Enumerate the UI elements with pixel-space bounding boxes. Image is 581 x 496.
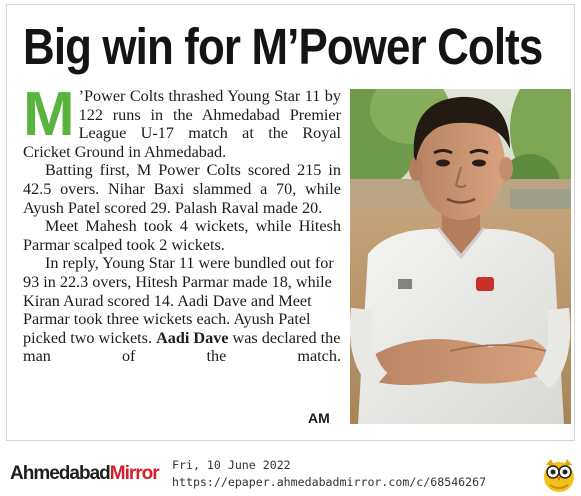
edition-date: Fri, 10 June 2022 [172, 458, 291, 472]
footer-meta [172, 457, 486, 491]
brand-part-ahmedabad: Ahmedabad [10, 463, 110, 484]
player-photo-illustration [350, 89, 571, 424]
footer [0, 450, 581, 496]
man-of-match-name: Aadi Dave [156, 328, 229, 347]
article-body [23, 80, 341, 366]
byline: AM [308, 410, 330, 426]
brand-logo [10, 463, 159, 485]
paragraph-bowling: Meet Mahesh took 4 wickets, while Hitesh Parmar scalped took 2 wickets. [23, 217, 341, 254]
brand-part-mirror: Mirror [109, 463, 159, 484]
lead-text: ’Power Colts thrashed Young Star 11 by 122 runs in the Ahmedabad Premier League U-17 match at the Royal Cricket Ground in Ahmedabad. [23, 87, 341, 161]
paragraph-batting: Batting first, M Power Colts scored 215 in 42.5 overs. Nihar Baxi slammed a 70, while Ayush Patel scored 29. Palash Raval made 20. [23, 161, 341, 217]
news-clipping [6, 4, 575, 441]
epaper-url[interactable]: https://epaper.ahmedabadmirror.com/c/68546267 [172, 475, 487, 489]
reply-text-end: was declared the man of the match. [23, 328, 341, 366]
drop-cap: M [23, 80, 75, 149]
paragraph-reply [23, 254, 341, 366]
lead-paragraph [23, 80, 341, 161]
player-photo [350, 89, 571, 424]
headline: Big win for M’Power Colts [23, 18, 543, 75]
owl-mascot-icon [541, 455, 577, 493]
reply-text: In reply, Young Star 11 were bundled out for 93 in 22.3 overs, Hitesh Parmar made 18, while Kiran Aurad scored 14. Aadi Dave and Meet Parmar took three wickets each. Ayush Patel picked two wickets. [23, 254, 334, 347]
